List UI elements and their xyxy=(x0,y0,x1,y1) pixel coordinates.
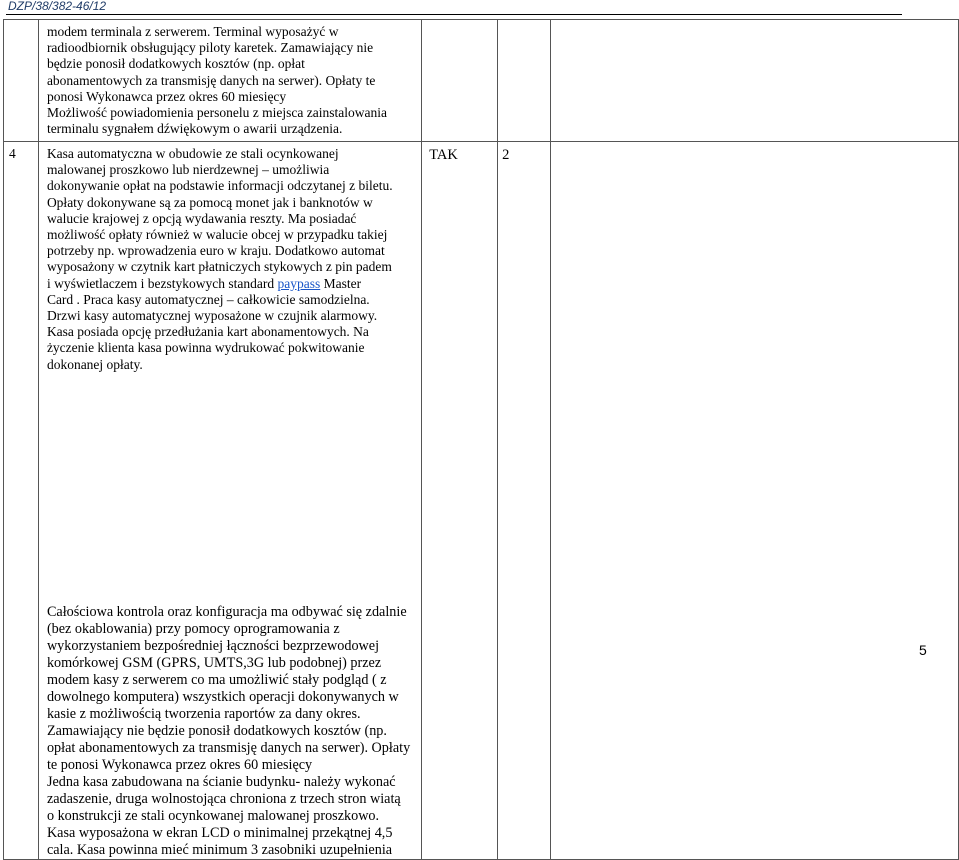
document-reference: DZP/38/382-46/12 xyxy=(8,0,107,13)
paypass-link[interactable]: paypass xyxy=(277,275,321,291)
description-text: Master Card . Praca kasy automatycznej – całkowicie samodzielna. Drzwi kasy automatycznej wyposażone w czujnik alarmowy. Kasa posiada opcję przedłużania kart abonamentowych. Na życzenie klienta kasa powinna wydrukować pokwitowanie dokonanej opłaty. xyxy=(46,275,378,372)
specification-table xyxy=(3,19,959,860)
quantity-cell xyxy=(498,20,551,142)
row-description xyxy=(39,142,421,604)
quantity-value: 2 xyxy=(502,147,510,163)
description-cell xyxy=(38,142,421,860)
quantity-cell xyxy=(498,142,551,860)
requirement-value xyxy=(422,20,497,25)
page-number: 5 xyxy=(919,642,927,658)
description-text: Kasa automatyczna w obudowie ze stali ocynkowanej malowanej proszkowo lub nierdzewnej – umożliwia dokonywanie opłat na podstawie informacji odczytanej z biletu. Opłaty dokonywane są za pomocą monet jak i banknotów w walucie krajowej z opcją wydawania reszty. Ma posiadać możliwość opłaty również w walucie obcej w przypadku takiej potrzeby np. wprowadzenia euro w kraju. Dodatkowo automat wyposażony w czytnik kart płatniczych stykowych z pin padem i wyświetlaczem i bezstykowych standard xyxy=(46,146,393,291)
offer-cell xyxy=(551,142,959,860)
row-number-cell xyxy=(4,142,39,860)
description-cell xyxy=(38,20,421,142)
requirement-cell xyxy=(422,20,498,142)
row-number: 4 xyxy=(9,146,16,161)
requirement-cell xyxy=(422,142,498,860)
page-header xyxy=(6,0,902,15)
table-row xyxy=(4,20,959,142)
row-number-cell xyxy=(4,20,39,142)
requirement-value: TAK xyxy=(429,147,458,163)
row-description-continued: Całościowa kontrola oraz konfiguracja ma odbywać się zdalnie (bez okablowania) przy pomocy oprogramowania z wykorzystaniem bezpośredniej łączności bezprzewodowej komórkowej GSM (GPRS, UMTS,3G lub podobnej) przez modem kasy z serwerem co ma umożliwić stały podgląd ( z dowolnego komputera) wszystkich operacji dokonywanych w kasie z możliwością tworzenia raportów za dany okres. Zamawiający nie będzie ponosił dodatkowych kosztów (np. opłat abonamentowych za transmisję danych na serwer). Opłaty te ponosi Wykonawca przez okres 60 miesięcy Jedna kasa zabudowana na ścianie budynku- należy wykonać zadaszenie, druga wolnostojąca chroniona z trzech stron wiatą o konstrukcji ze stali ocynkowanej malowanej proszkowo. Kasa wyposażona w ekran LCD o minimalnej przekątnej 4,5 cala. Kasa powinna mieć minimum 3 zasobniki uzupełnienia xyxy=(46,604,411,858)
row-description: modem terminala z serwerem. Terminal wyposażyć w radioodbiornik obsługujący piloty karetek. Zamawiający nie będzie ponosił dodatkowych kosztów (np. opłat abonamentowych za transmisję danych na serwer). Opłaty te ponosi Wykonawca przez okres 60 miesięcy Możliwość powiadomienia personelu z miejsca zainstalowania terminalu sygnałem dźwiękowym o awarii urządzenia. xyxy=(46,24,387,137)
row-number xyxy=(4,20,38,24)
quantity-value xyxy=(498,20,550,25)
table-row xyxy=(4,142,959,860)
offer-cell xyxy=(551,20,959,142)
